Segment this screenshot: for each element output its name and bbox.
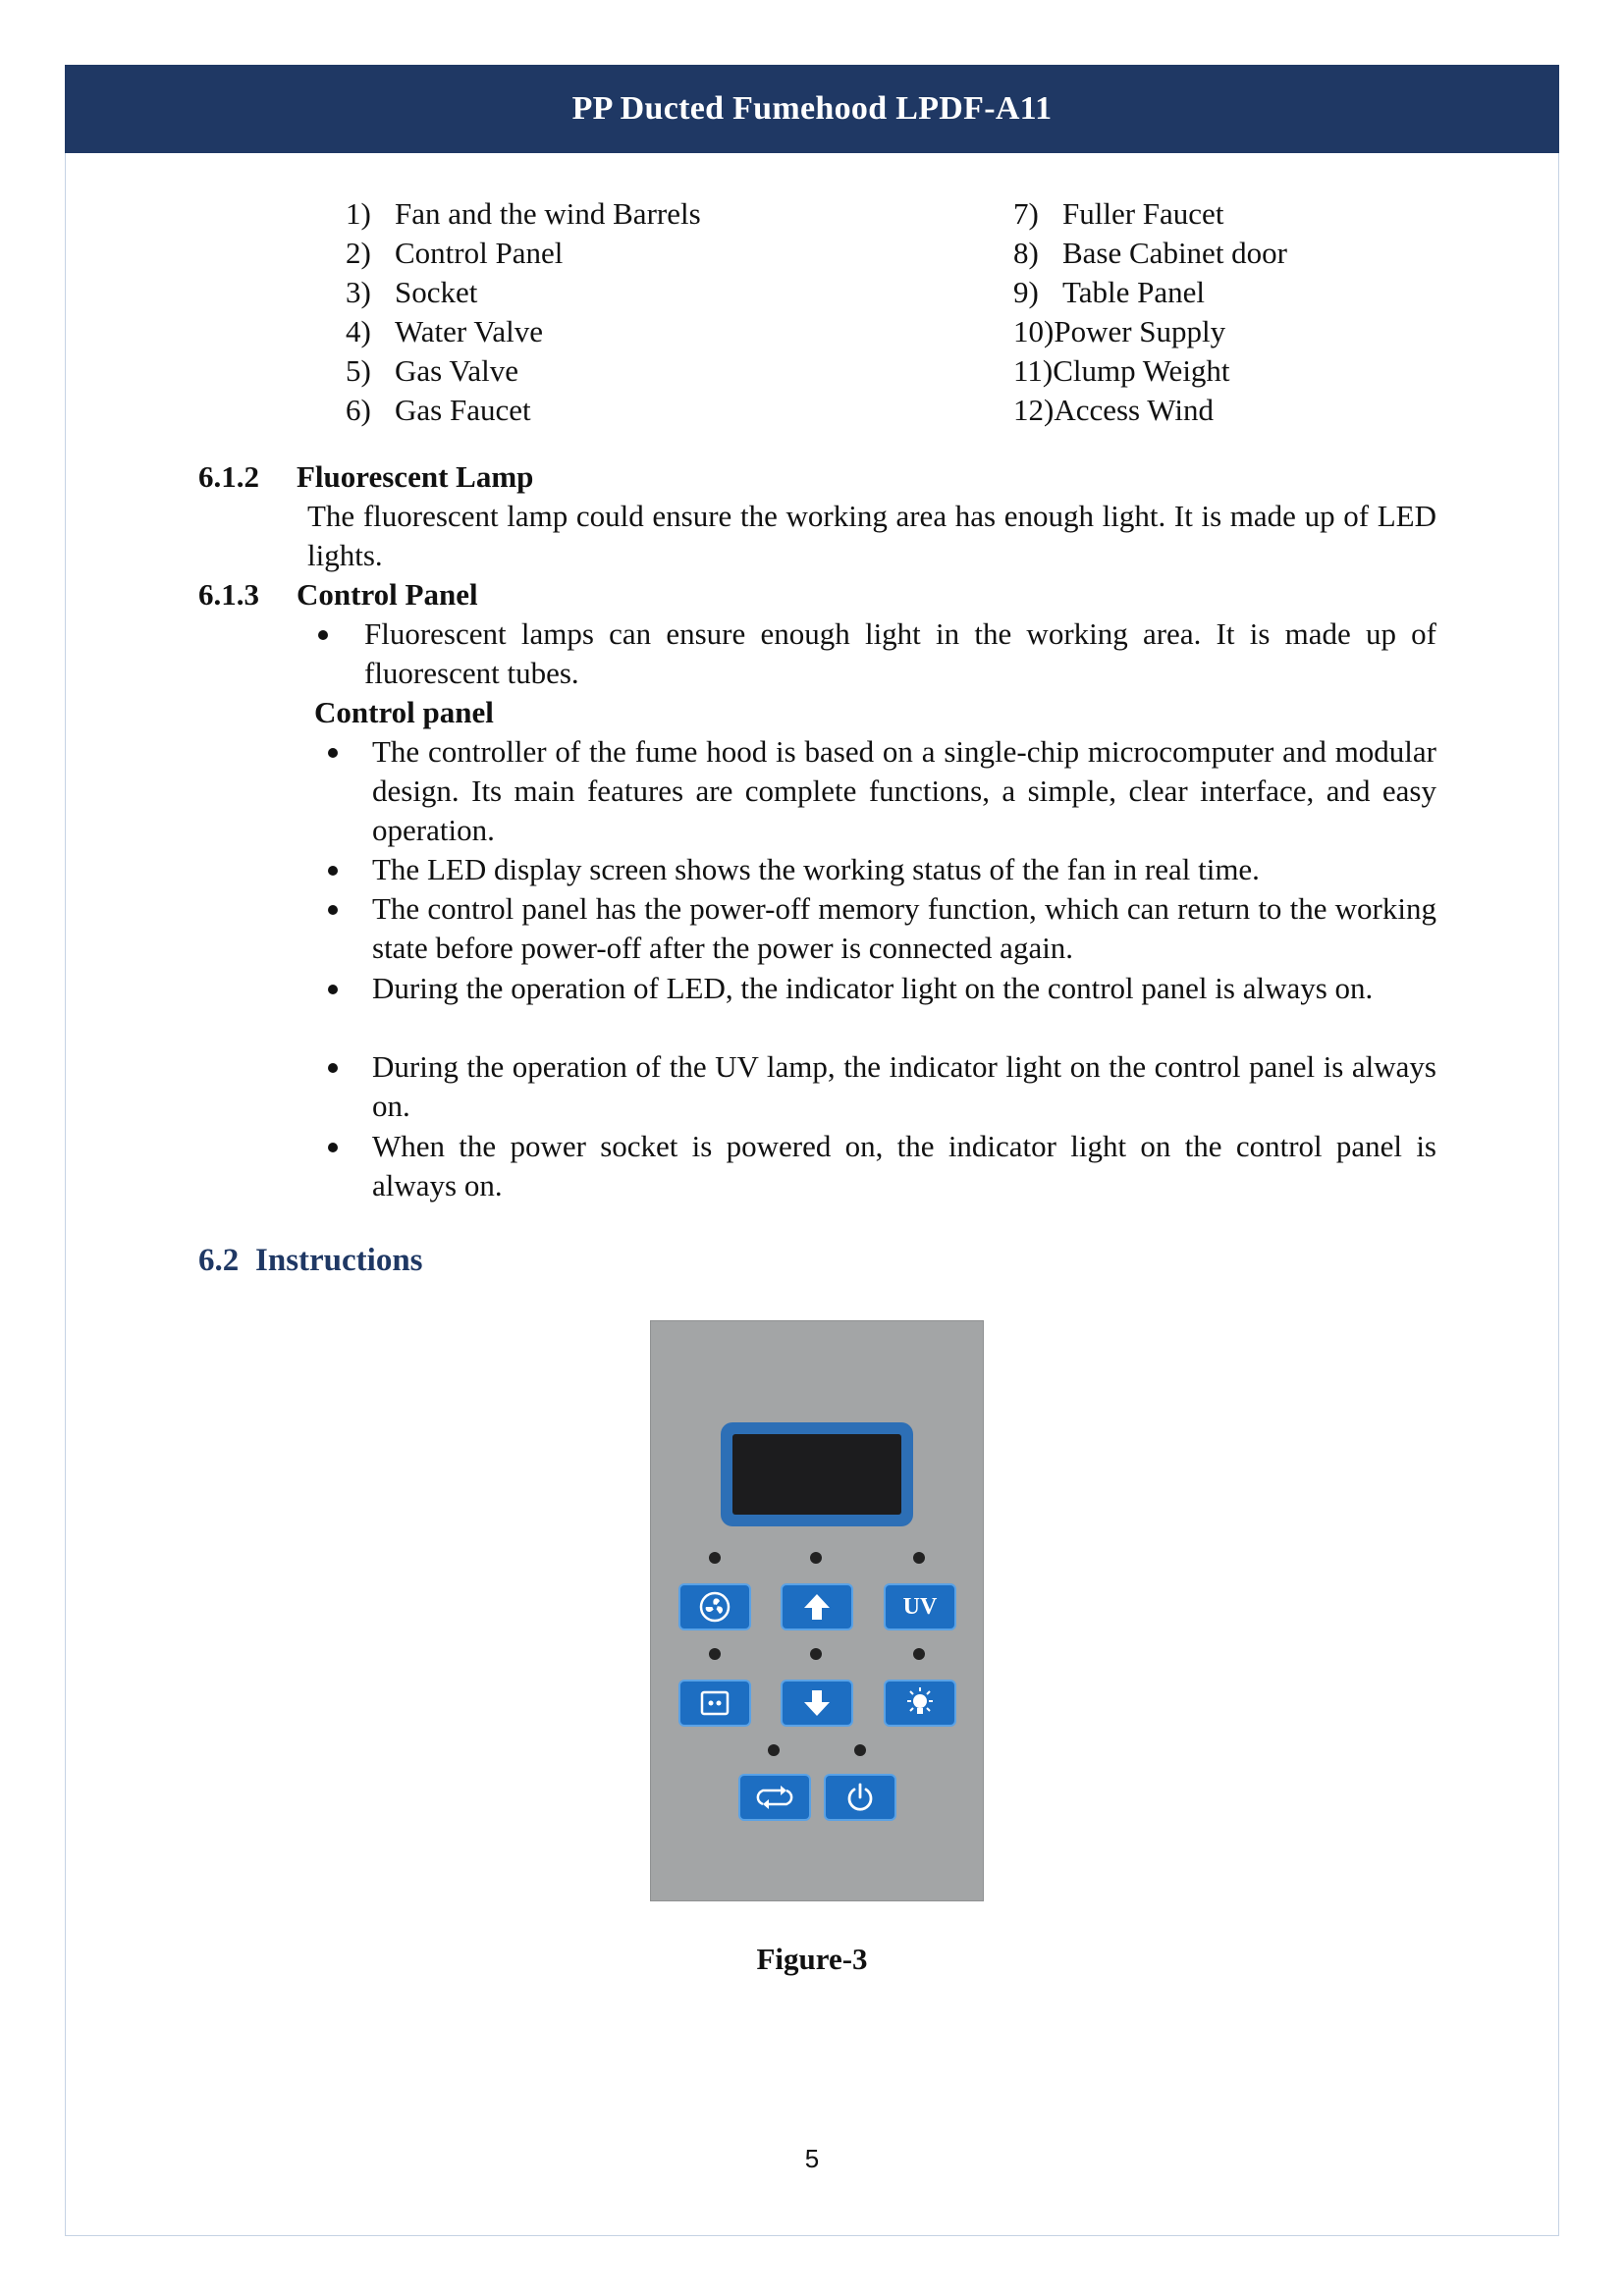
uv-button[interactable]: [884, 1583, 956, 1630]
bullet-text: Fluorescent lamps can ensure enough light in the working area. It is made up of fluorescent tubes.: [364, 616, 1436, 690]
list-item: [346, 194, 701, 234]
indicator-light: [709, 1552, 721, 1564]
control-panel-figure: [650, 1320, 984, 1901]
list-item: [1013, 273, 1287, 312]
light-button[interactable]: [884, 1680, 956, 1727]
cycle-icon: [753, 1783, 796, 1812]
light-icon: [902, 1686, 938, 1720]
item-number: 8): [1013, 236, 1039, 270]
bullet-text: During the operation of LED, the indicator light on the control panel is always on.: [372, 971, 1374, 1005]
item-label: Fan and the wind Barrels: [395, 196, 701, 231]
bullet-text: The control panel has the power-off memory function, which can return to the working state before power-off after the power is connected again.: [372, 891, 1436, 965]
list-item: [1013, 312, 1287, 351]
speed-down-button[interactable]: [781, 1680, 853, 1727]
bullet: [328, 866, 338, 876]
item-number: 7): [1013, 196, 1039, 231]
paragraph: The fluorescent lamp could ensure the working area has enough light. It is made up of LED lights.: [307, 499, 1436, 572]
indicator-light: [810, 1552, 822, 1564]
list-item: [346, 234, 701, 273]
item-label: Base Cabinet door: [1062, 236, 1288, 270]
socket-icon: [699, 1689, 731, 1717]
page-number: 5: [804, 2144, 820, 2173]
parts-list-left: [346, 194, 701, 430]
bullet-text: The controller of the fume hood is based on a single-chip microcomputer and modular design. Its main features are complete functions, a simple, clear interface, and easy operation.: [372, 734, 1436, 847]
item-label: Control Panel: [395, 236, 564, 270]
fan-button[interactable]: [678, 1583, 751, 1630]
item-number: 11): [1013, 353, 1054, 388]
bullet-text: The LED display screen shows the working status of the fan in real time.: [372, 852, 1260, 886]
bullet: [328, 748, 338, 758]
item-number: 3): [346, 275, 371, 309]
figure-caption: Figure-3: [756, 1942, 868, 1976]
item-label: Access Wind: [1054, 393, 1214, 427]
list-item: [1013, 391, 1287, 430]
item-label: Table Panel: [1062, 275, 1206, 309]
fan-icon: [698, 1590, 731, 1624]
arrow-down-icon: [801, 1687, 833, 1719]
bullet: [328, 905, 338, 915]
item-number: 9): [1013, 275, 1039, 309]
item-number: 5): [346, 353, 371, 388]
item-label: Fuller Faucet: [1062, 196, 1224, 231]
header-title: PP Ducted Fumehood LPDF-A11: [571, 90, 1053, 127]
item-number: 10): [1013, 314, 1055, 348]
cycle-button[interactable]: [738, 1774, 811, 1821]
bullet: [328, 1143, 338, 1152]
item-number: 1): [346, 196, 371, 231]
indicator-light: [854, 1744, 866, 1756]
bullet: [328, 1063, 338, 1073]
item-label: Gas Valve: [395, 353, 518, 388]
list-item: [346, 391, 701, 430]
item-number: 6): [346, 393, 371, 427]
indicator-light: [709, 1648, 721, 1660]
uv-icon: UV: [902, 1593, 938, 1620]
item-label: Power Supply: [1054, 314, 1226, 348]
section-number: 6.1.2: [198, 459, 259, 494]
list-item: [1013, 234, 1287, 273]
page-header: [65, 65, 1559, 153]
item-label: Clump Weight: [1053, 353, 1230, 388]
item-number: 12): [1013, 393, 1055, 427]
indicator-light: [913, 1552, 925, 1564]
bullet-text: During the operation of the UV lamp, the indicator light on the control panel is always on.: [372, 1049, 1436, 1123]
power-button[interactable]: [824, 1774, 896, 1821]
bullet: [328, 985, 338, 994]
subheading: Control panel: [314, 695, 494, 729]
item-number: 2): [346, 236, 371, 270]
list-item: [1013, 194, 1287, 234]
arrow-up-icon: [801, 1591, 833, 1623]
section-title: Control Panel: [297, 577, 478, 612]
indicator-light: [768, 1744, 780, 1756]
section-number: 6.1.3: [198, 577, 259, 612]
list-item: [1013, 351, 1287, 391]
item-label: Water Valve: [395, 314, 544, 348]
bullet: [318, 630, 328, 640]
item-number: 4): [346, 314, 371, 348]
list-item: [346, 312, 701, 351]
indicator-light: [913, 1648, 925, 1660]
item-label: Socket: [395, 275, 478, 309]
section-number: 6.2: [198, 1243, 240, 1278]
bullet-text: When the power socket is powered on, the indicator light on the control panel is always on.: [372, 1129, 1436, 1202]
section-title: Instructions: [255, 1243, 423, 1278]
power-icon: [843, 1781, 877, 1814]
speed-up-button[interactable]: [781, 1583, 853, 1630]
list-item: [346, 273, 701, 312]
socket-button[interactable]: [678, 1680, 751, 1727]
led-display: [732, 1434, 901, 1515]
parts-list-right: [1013, 194, 1287, 430]
indicator-light: [810, 1648, 822, 1660]
item-label: Gas Faucet: [395, 393, 531, 427]
led-display-frame: [721, 1422, 913, 1526]
list-item: [346, 351, 701, 391]
section-title: Fluorescent Lamp: [297, 459, 534, 494]
